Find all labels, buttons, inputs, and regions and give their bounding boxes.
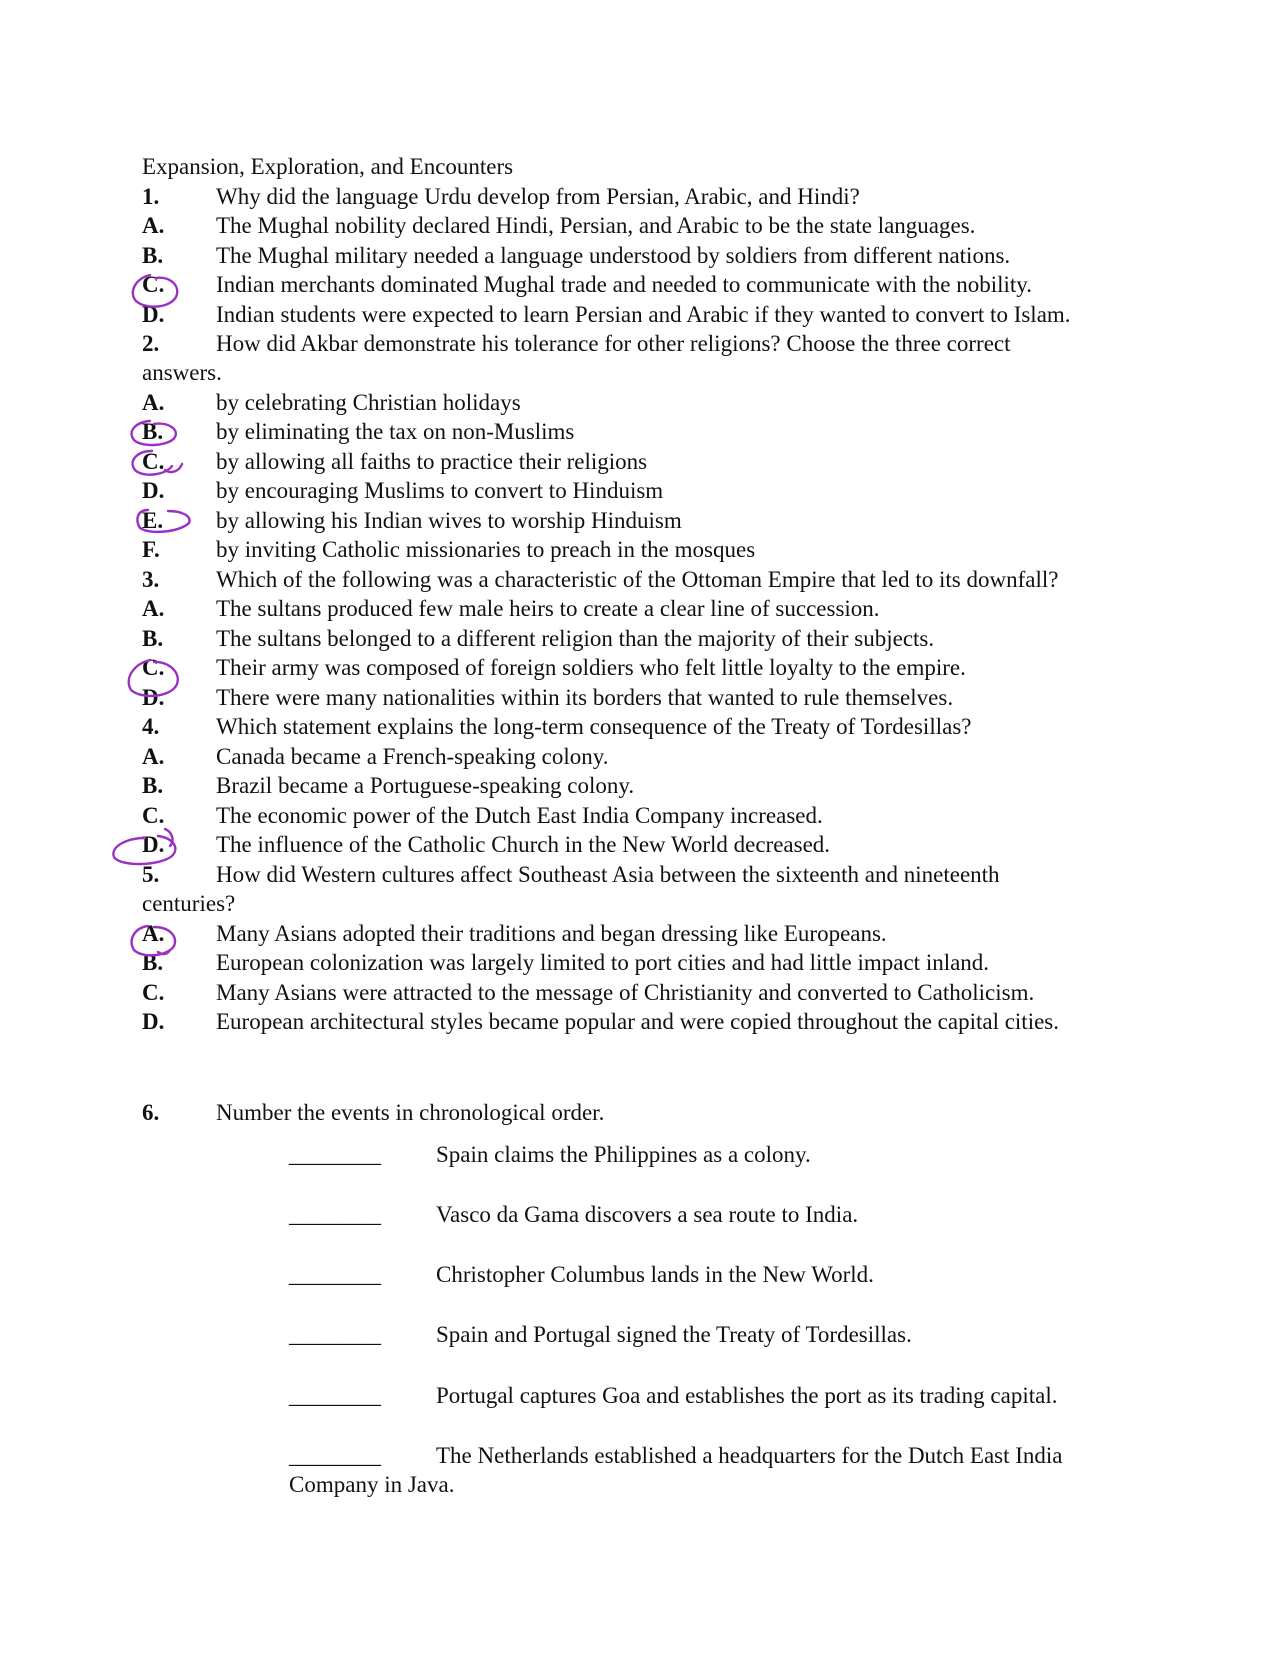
option-text: by celebrating Christian holidays (216, 390, 521, 415)
answer-blank[interactable]: ________ (289, 1383, 381, 1408)
option-text: Their army was composed of foreign soldiers who felt little loyalty to the empire. (216, 655, 966, 680)
option-label: B. (142, 243, 164, 268)
question-4 (142, 712, 971, 742)
option-text: The Mughal nobility declared Hindi, Persian, and Arabic to be the state languages. (216, 213, 976, 238)
option-label: C. (142, 803, 165, 828)
question-text: Which of the following was a characteristic of the Ottoman Empire that led to its downfall? (216, 567, 1059, 592)
option-text: European architectural styles became popular and were copied throughout the capital cities. (216, 1009, 1059, 1034)
option-label: E. (142, 508, 164, 533)
option-3a[interactable] (142, 594, 880, 624)
question-text-continued: answers. (142, 360, 222, 385)
event-row (289, 1260, 874, 1290)
event-text: Vasco da Gama discovers a sea route to India. (436, 1202, 859, 1227)
option-text: by allowing all faiths to practice their religions (216, 449, 648, 474)
option-text: Brazil became a Portuguese-speaking colony. (216, 773, 635, 798)
event-row (289, 1140, 811, 1170)
option-2f[interactable] (142, 535, 755, 565)
answer-blank[interactable]: ________ (289, 1262, 381, 1287)
option-2b[interactable] (142, 417, 574, 447)
option-4d[interactable] (142, 830, 830, 860)
answer-blank[interactable]: ________ (289, 1322, 381, 1347)
option-1a[interactable] (142, 211, 975, 241)
question-3 (142, 565, 1058, 595)
worksheet-title: Expansion, Exploration, and Encounters (142, 154, 514, 179)
option-1b[interactable] (142, 241, 1010, 271)
option-label: B. (142, 950, 164, 975)
option-4b[interactable] (142, 771, 634, 801)
event-row (289, 1381, 1057, 1411)
option-1c[interactable] (142, 270, 1032, 300)
option-label: C. (142, 655, 165, 680)
option-label: A. (142, 744, 165, 769)
option-5d[interactable] (142, 1007, 1059, 1037)
option-5c[interactable] (142, 978, 1034, 1008)
option-2c[interactable] (142, 447, 647, 477)
option-label: F. (142, 537, 160, 562)
option-text: The influence of the Catholic Church in the New World decreased. (216, 832, 831, 857)
question-number: 2. (142, 331, 160, 356)
option-text: The sultans belonged to a different religion than the majority of their subjects. (216, 626, 935, 651)
option-label: A. (142, 596, 165, 621)
option-label: D. (142, 1009, 165, 1034)
option-2e[interactable] (142, 506, 682, 536)
event-text: Portugal captures Goa and establishes the port as its trading capital. (436, 1383, 1058, 1408)
event-text-continued: Company in Java. (289, 1472, 455, 1497)
option-text: Indian merchants dominated Mughal trade and needed to communicate with the nobility. (216, 272, 1033, 297)
option-text: The Mughal military needed a language understood by soldiers from different nations. (216, 243, 1011, 268)
option-label: A. (142, 921, 165, 946)
option-text: There were many nationalities within its borders that wanted to rule themselves. (216, 685, 954, 710)
option-text: Many Asians were attracted to the message of Christianity and converted to Catholicism. (216, 980, 1035, 1005)
option-4c[interactable] (142, 801, 823, 831)
event-text: Spain and Portugal signed the Treaty of Tordesillas. (436, 1322, 912, 1347)
question-number: 3. (142, 567, 160, 592)
question-number: 4. (142, 714, 160, 739)
option-label: D. (142, 685, 165, 710)
option-label: A. (142, 213, 165, 238)
option-3b[interactable] (142, 624, 934, 654)
question-text: How did Western cultures affect Southeast Asia between the sixteenth and nineteenth (216, 862, 1000, 887)
question-number: 1. (142, 184, 160, 209)
question-text-continued: centuries? (142, 891, 236, 916)
option-text: by encouraging Muslims to convert to Hinduism (216, 478, 664, 503)
option-label: C. (142, 980, 165, 1005)
question-text: How did Akbar demonstrate his tolerance for other religions? Choose the three correct (216, 331, 1011, 356)
option-5b[interactable] (142, 948, 989, 978)
question-number: 6. (142, 1100, 160, 1125)
option-label: A. (142, 390, 165, 415)
option-label: B. (142, 626, 164, 651)
option-label: B. (142, 773, 164, 798)
question-5 (142, 860, 1000, 890)
answer-blank[interactable]: ________ (289, 1443, 381, 1468)
option-text: by allowing his Indian wives to worship Hinduism (216, 508, 682, 533)
option-label: C. (142, 272, 165, 297)
event-row (289, 1200, 858, 1230)
event-text: Christopher Columbus lands in the New World. (436, 1262, 874, 1287)
option-text: European colonization was largely limited to port cities and had little impact inland. (216, 950, 990, 975)
question-text: Number the events in chronological order. (216, 1100, 605, 1125)
option-3d[interactable] (142, 683, 953, 713)
option-text: Indian students were expected to learn Persian and Arabic if they wanted to convert to Islam. (216, 302, 1071, 327)
question-text: Why did the language Urdu develop from Persian, Arabic, and Hindi? (216, 184, 860, 209)
option-2d[interactable] (142, 476, 663, 506)
option-label: D. (142, 302, 165, 327)
event-text: The Netherlands established a headquarters for the Dutch East India (436, 1443, 1063, 1468)
question-1 (142, 182, 860, 212)
option-text: by eliminating the tax on non-Muslims (216, 419, 575, 444)
option-label: D. (142, 478, 165, 503)
option-text: Canada became a French-speaking colony. (216, 744, 609, 769)
question-number: 5. (142, 862, 160, 887)
question-2 (142, 329, 1011, 359)
option-label: D. (142, 832, 165, 857)
option-3c[interactable] (142, 653, 966, 683)
answer-blank[interactable]: ________ (289, 1142, 381, 1167)
option-1d[interactable] (142, 300, 1071, 330)
event-row (289, 1320, 912, 1350)
option-4a[interactable] (142, 742, 609, 772)
option-5a[interactable] (142, 919, 887, 949)
option-text: The economic power of the Dutch East India Company increased. (216, 803, 823, 828)
question-6 (142, 1098, 604, 1128)
question-text: Which statement explains the long-term consequence of the Treaty of Tordesillas? (216, 714, 972, 739)
option-label: B. (142, 419, 164, 444)
event-row (289, 1441, 1063, 1471)
option-text: The sultans produced few male heirs to create a clear line of succession. (216, 596, 880, 621)
option-text: Many Asians adopted their traditions and began dressing like Europeans. (216, 921, 887, 946)
option-label: C. (142, 449, 165, 474)
option-text: by inviting Catholic missionaries to preach in the mosques (216, 537, 756, 562)
option-2a[interactable] (142, 388, 521, 418)
answer-blank[interactable]: ________ (289, 1202, 381, 1227)
event-text: Spain claims the Philippines as a colony. (436, 1142, 811, 1167)
